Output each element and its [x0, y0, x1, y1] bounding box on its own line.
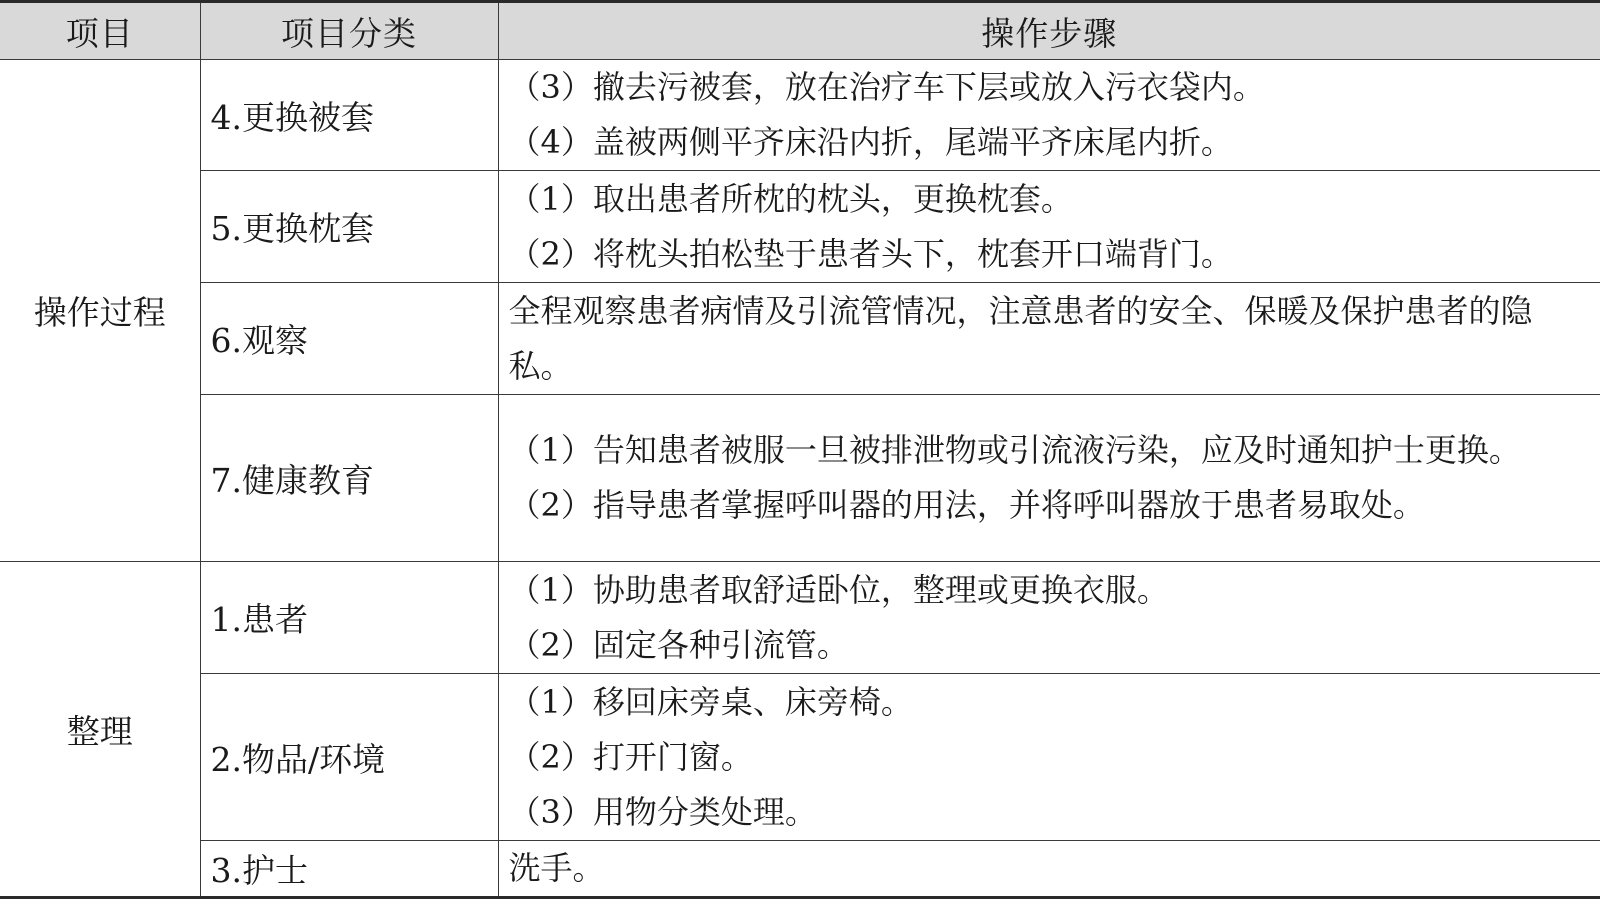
- steps-cell: [498, 60, 1600, 171]
- step-line: （3）用物分类处理。: [508, 792, 817, 831]
- steps-cell: [498, 283, 1600, 395]
- category-cell: 5.更换枕套: [200, 171, 498, 283]
- header-row: [0, 2, 1600, 60]
- table-row: [0, 395, 1600, 562]
- header-item: 项目: [0, 2, 200, 60]
- steps-cell: [498, 841, 1600, 898]
- step-line: 洗手。: [508, 849, 605, 887]
- step-line: （2）打开门窗。: [508, 737, 753, 776]
- step-line: （1）取出患者所枕的枕头，更换枕套。: [508, 179, 1073, 218]
- header-category: 项目分类: [200, 2, 498, 60]
- step-line: （1）告知患者被服一旦被排泄物或引流液污染，应及时通知护士更换。: [508, 431, 1521, 469]
- step-line: （1）协助患者取舒适卧位，整理或更换衣服。: [508, 570, 1169, 609]
- step-line: （4）盖被两侧平齐床沿内折，尾端平齐床尾内折。: [508, 123, 1233, 161]
- category-cell: 4.更换被套: [200, 60, 498, 171]
- category-cell: 2.物品/环境: [200, 674, 498, 841]
- table-row: [0, 60, 1600, 171]
- category-cell: 6.观察: [200, 283, 498, 395]
- step-line: （2）指导患者掌握呼叫器的用法，并将呼叫器放于患者易取处。: [508, 486, 1425, 524]
- table-row: [0, 841, 1600, 898]
- steps-cell: [498, 674, 1600, 841]
- category-cell: 7.健康教育: [200, 395, 498, 562]
- step-line: （1）移回床旁桌、床旁椅。: [508, 682, 913, 721]
- item-cell: 操作过程: [0, 60, 200, 562]
- step-line: （2）将枕头拍松垫于患者头下，枕套开口端背门。: [508, 234, 1233, 273]
- item-cell: 整理: [0, 562, 200, 898]
- table-row: [0, 171, 1600, 283]
- category-cell: 1.患者: [200, 562, 498, 674]
- step-line: （2）固定各种引流管。: [508, 625, 849, 664]
- steps-cell: [498, 171, 1600, 283]
- category-cell: 3.护士: [200, 841, 498, 898]
- step-line: （3）撤去污被套，放在治疗车下层或放入污衣袋内。: [508, 68, 1265, 106]
- steps-cell: [498, 395, 1600, 562]
- step-line: 全程观察患者病情及引流管情况，注意患者的安全、保暖及保护患者的隐私。: [508, 291, 1533, 385]
- steps-cell: [498, 562, 1600, 674]
- header-steps: 操作步骤: [498, 2, 1600, 60]
- table-row: [0, 283, 1600, 395]
- table-row: [0, 674, 1600, 841]
- table-row: [0, 562, 1600, 674]
